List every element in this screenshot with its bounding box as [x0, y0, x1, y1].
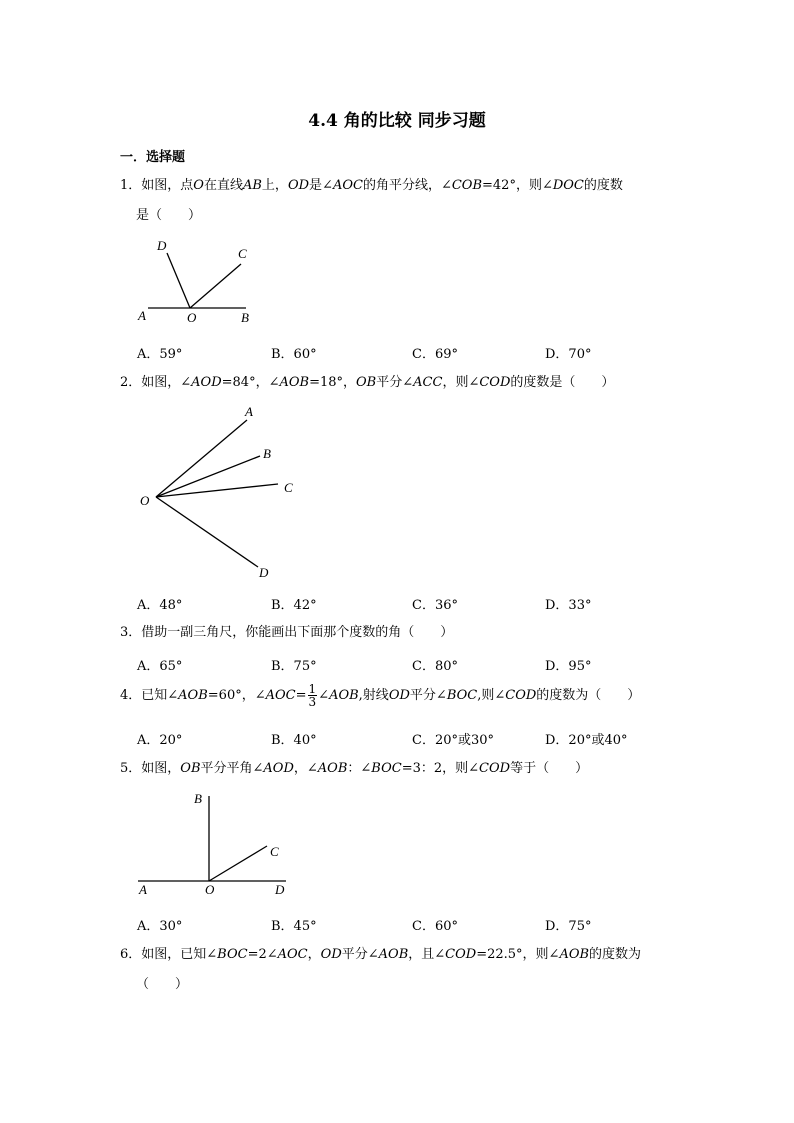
- label-B: B: [241, 310, 249, 325]
- question-5-text: 5．如图，OB平分平角∠AOD，∠AOB：∠BOC=3：2，则∠COD等于（ ）: [120, 761, 589, 776]
- section-heading: 一．选择题: [120, 150, 186, 165]
- label-C: C: [270, 844, 279, 859]
- q2-option-c: C．36°: [412, 598, 458, 613]
- label-O: O: [205, 882, 215, 897]
- q5-option-d: D．75°: [545, 919, 592, 934]
- label-C: C: [284, 480, 293, 495]
- question-6-text-cont: （ ）: [136, 977, 189, 992]
- question-4-text: 4．已知∠AOB=60°，∠AOC= $\frac{1}{3}$ ∠AOB,射线OD平分∠BOC,则∠COD的度数为（ ）: [120, 682, 641, 709]
- q5-option-c: C．60°: [412, 919, 458, 934]
- label-D: D: [275, 882, 285, 897]
- q3-option-b: B．75°: [271, 659, 317, 674]
- q1-option-a: A．59°: [137, 347, 183, 362]
- fraction-one-third: $\frac{1}{3}$: [308, 682, 317, 709]
- q4-option-a: A．20°: [137, 733, 183, 748]
- label-A: A: [138, 308, 146, 323]
- question-6-text: 6．如图，已知∠BOC=2∠AOC，OD平分∠AOB，且∠COD=22.5°，则∠AOB的度数为: [120, 947, 642, 962]
- q5-option-a: A．30°: [137, 919, 183, 934]
- q4-option-d: D．20°或40°: [545, 733, 628, 748]
- question-1-text-cont: 是（ ）: [136, 208, 202, 223]
- question-2-figure: [130, 402, 310, 582]
- page-title: 4.4 角的比较 同步习题: [308, 111, 486, 131]
- label-D: D: [259, 565, 269, 580]
- question-3-text: 3．借助一副三角尺，你能画出下面那个度数的角（ ）: [120, 625, 454, 640]
- q5-option-b: B．45°: [271, 919, 317, 934]
- q1-option-b: B．60°: [271, 347, 317, 362]
- q3-option-a: A．65°: [137, 659, 183, 674]
- q2-option-a: A．48°: [137, 598, 183, 613]
- question-5-figure: [130, 786, 300, 898]
- q3-option-d: D．95°: [545, 659, 592, 674]
- label-D: D: [157, 238, 167, 253]
- q1-option-c: C．69°: [412, 347, 458, 362]
- label-O: O: [140, 493, 150, 508]
- label-A: A: [245, 404, 253, 419]
- question-1-text: 1．如图，点O在直线AB上，OD是∠AOC的角平分线，∠COB=42°，则∠DOC的度数: [120, 178, 623, 193]
- q3-option-c: C．80°: [412, 659, 458, 674]
- label-B: B: [194, 791, 202, 806]
- label-O: O: [187, 310, 197, 325]
- label-B: B: [263, 446, 271, 461]
- question-2-text: 2．如图，∠AOD=84°，∠AOB=18°，OB平分∠ACC，则∠COD的度数是（ ）: [120, 375, 615, 390]
- question-1-figure: [130, 236, 260, 328]
- q4-option-b: B．40°: [271, 733, 317, 748]
- q1-option-d: D．70°: [545, 347, 592, 362]
- q4-option-c: C．20°或30°: [412, 733, 495, 748]
- label-A: A: [139, 882, 147, 897]
- q2-option-d: D．33°: [545, 598, 592, 613]
- q2-option-b: B．42°: [271, 598, 317, 613]
- label-C: C: [238, 246, 247, 261]
